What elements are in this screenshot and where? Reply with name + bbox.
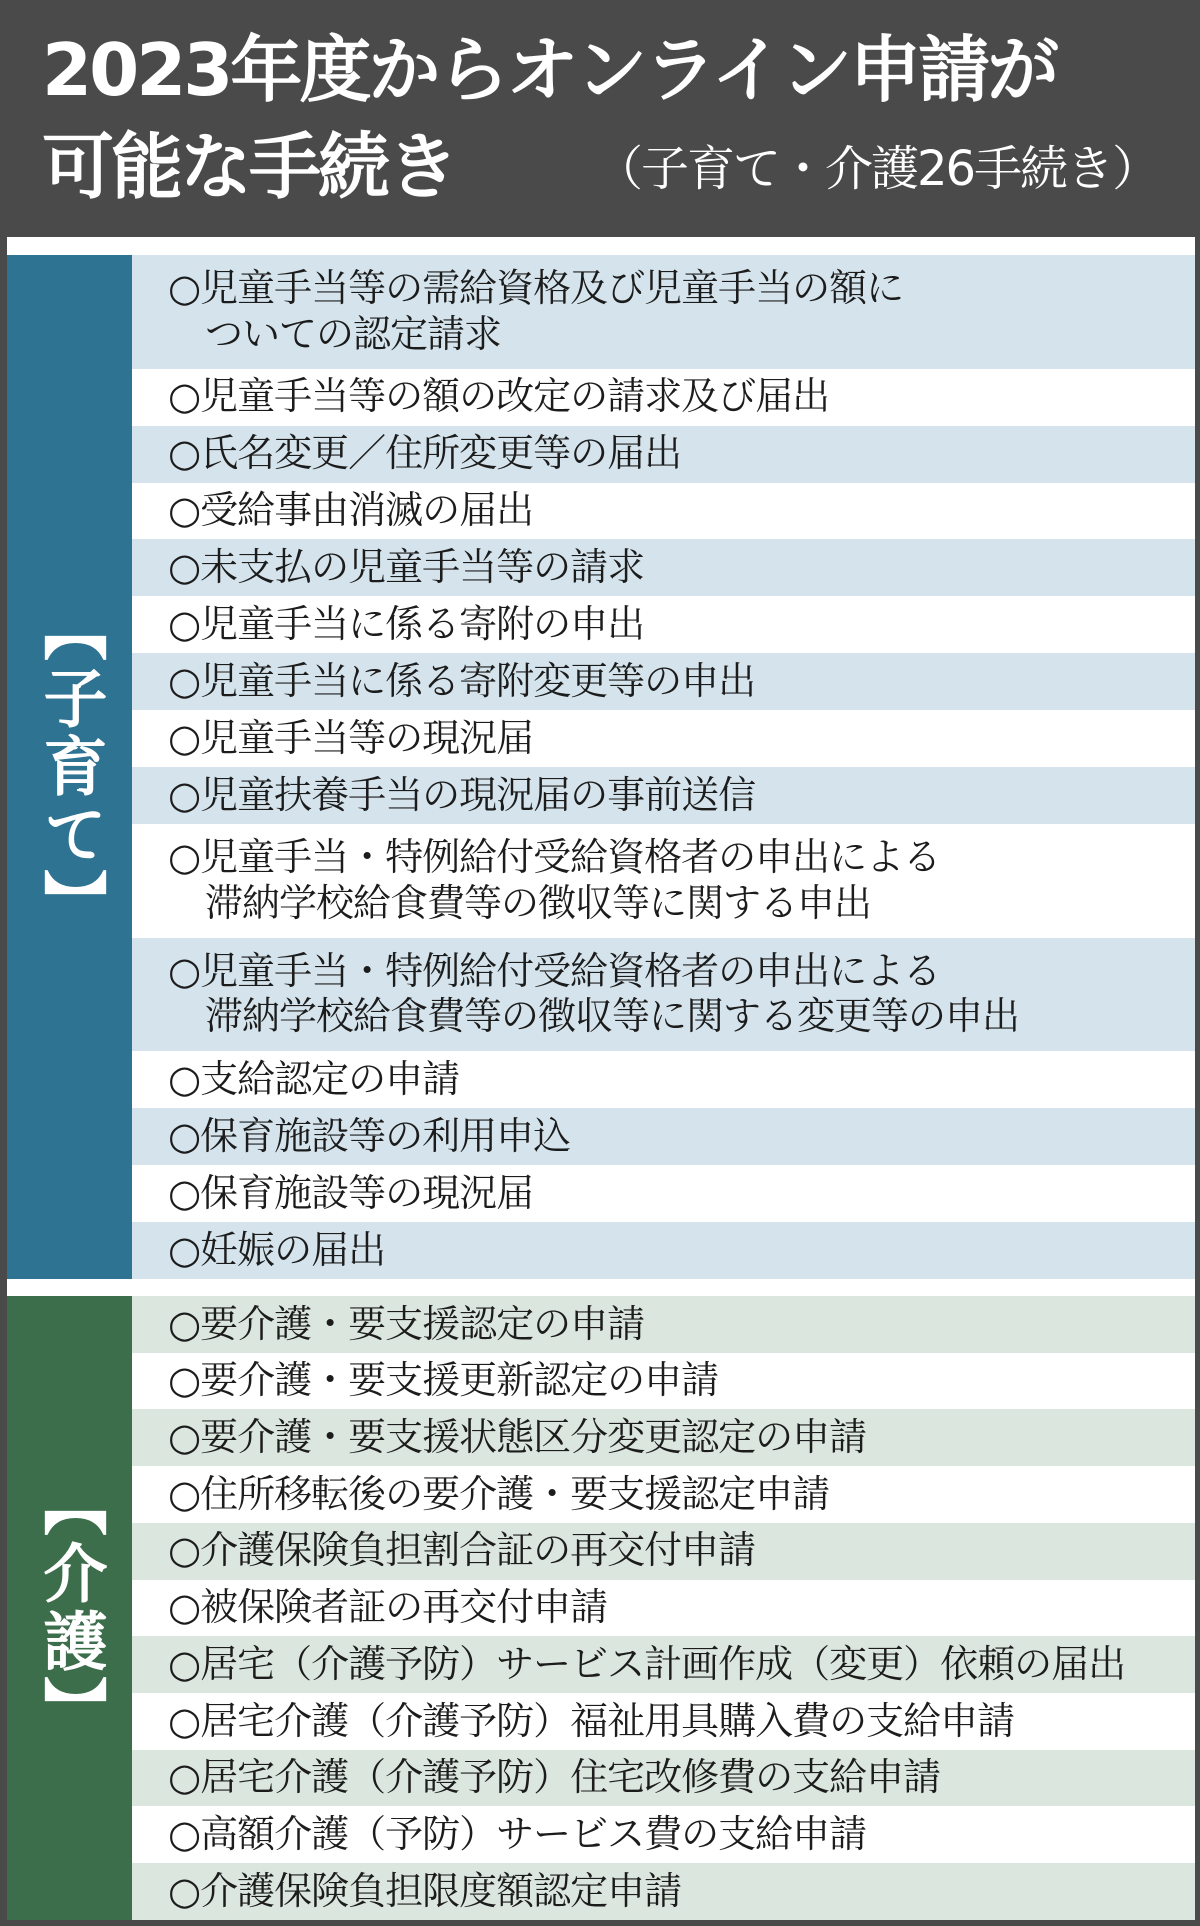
list-item: ○児童手当等の需給資格及び児童手当の額に ついての認定請求 [132, 255, 1195, 369]
list-item: ○住所移転後の要介護・要支援認定申請 [168, 1471, 830, 1516]
section-kosodate-list [132, 255, 1195, 1279]
list-item: ○介護保険負担割合証の再交付申請 [132, 1523, 1195, 1580]
list-item: ○介護保険負担限度額認定申請 [132, 1863, 1195, 1920]
title-line-1: 2023年度からオンライン申請が [42, 28, 1057, 112]
content-panel [7, 237, 1195, 1920]
list-item: ○居宅介護（介護予防）福祉用具購入費の支給申請 [168, 1698, 1015, 1743]
list-item: ○高額介護（予防）サービス費の支給申請 [168, 1812, 867, 1857]
subtitle: （子育て・介護26手続き） [595, 141, 1159, 197]
section-kosodate [7, 255, 1195, 1279]
section-kosodate-label: 【子育て】 [32, 597, 107, 937]
list-item: ○児童扶養手当の現況届の事前送信 [132, 767, 1195, 824]
list-item: ○要介護・要支援更新認定の申請 [168, 1358, 719, 1403]
list-item: ○児童手当・特例給付受給資格者の申出による 滞納学校給食費等の徴収等に関する申出 [168, 835, 941, 925]
list-item: ○未支払の児童手当等の請求 [132, 539, 1195, 596]
list-item: ○居宅介護（介護予防）住宅改修費の支給申請 [132, 1750, 1195, 1807]
list-item: ○支給認定の申請 [168, 1056, 460, 1101]
list-item: ○妊娠の届出 [132, 1222, 1195, 1279]
list-item: ○居宅（介護予防）サービス計画作成（変更）依頼の届出 [132, 1636, 1195, 1693]
header [0, 0, 1200, 237]
list-item: ○被保険者証の再交付申請 [168, 1585, 608, 1630]
list-item: ○児童手当等の現況届 [168, 715, 534, 760]
section-kaigo [7, 1296, 1195, 1920]
list-item: ○受給事由消滅の届出 [168, 488, 534, 533]
section-kaigo-label: 【介護】 [32, 1472, 107, 1744]
list-item: ○要介護・要支援認定の申請 [132, 1296, 1195, 1353]
list-item: ○要介護・要支援状態区分変更認定の申請 [132, 1409, 1195, 1466]
title-line-2: 可能な手続き [42, 125, 457, 209]
list-item: ○保育施設等の利用申込 [132, 1108, 1195, 1165]
list-item: ○児童手当等の額の改定の請求及び届出 [168, 374, 830, 419]
section-kosodate-label-band [7, 255, 132, 1279]
list-item: ○児童手当・特例給付受給資格者の申出による 滞納学校給食費等の徴収等に関する変更等の申出 [132, 938, 1195, 1052]
section-kaigo-list [132, 1296, 1195, 1920]
list-item: ○保育施設等の現況届 [168, 1170, 534, 1215]
list-item: ○児童手当に係る寄附変更等の申出 [132, 653, 1195, 710]
section-kaigo-label-band [7, 1296, 132, 1920]
list-item: ○氏名変更／住所変更等の届出 [132, 426, 1195, 483]
list-item: ○児童手当に係る寄附の申出 [168, 601, 645, 646]
